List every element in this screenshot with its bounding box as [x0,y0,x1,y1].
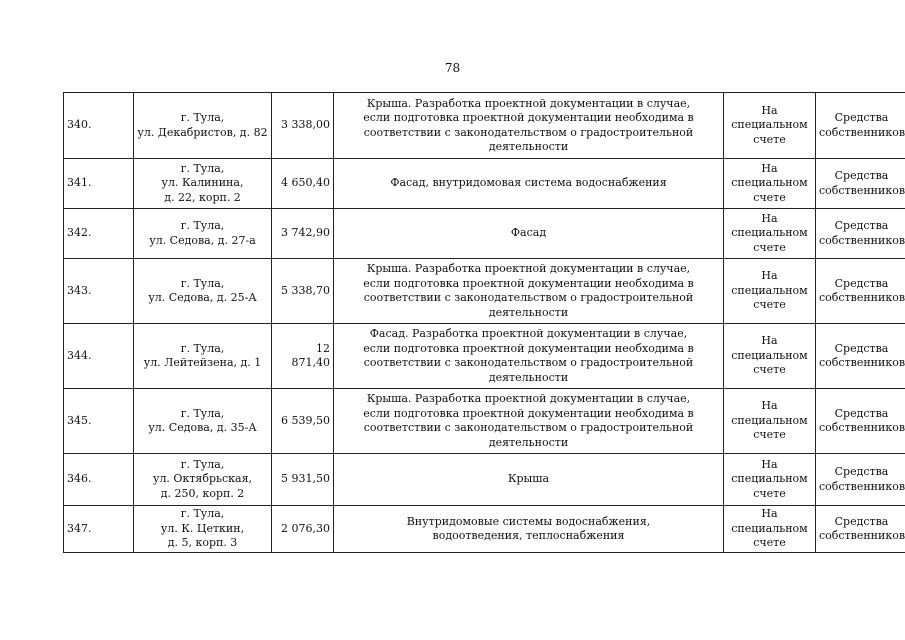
page-number: 78 [444,61,461,75]
row-number-cell: 340. [64,93,134,159]
account-type-cell-line: На [761,334,778,348]
account-type-cell-line: На [761,161,778,175]
address-cell-line: ул. Седова, д. 35-А [148,421,257,434]
table-row [64,454,905,506]
account-type-cell [724,159,816,209]
account-type-cell-line: специальном [731,472,808,486]
work-type-cell-line: водоотведения, теплоснабжения [432,529,625,542]
table-row [64,324,905,389]
account-type-cell-line: На [761,399,778,413]
account-type-cell-line: счете [753,486,786,500]
account-type-cell-line: специальном [731,283,808,297]
work-type-cell-line: соответствии с законодательством о градостроительной [363,291,694,304]
address-cell [134,389,272,454]
address-cell-line: д. 5, корп. 3 [167,536,238,550]
table-row [64,93,905,159]
account-type-cell-line: счете [753,190,786,204]
funding-source-cell [816,389,905,454]
funding-source-cell [816,324,905,389]
address-cell-line: г. Тула, [180,111,225,124]
address-cell-line: г. Тула, [180,161,225,175]
address-cell-line: г. Тула, [180,219,225,232]
account-type-cell [724,93,816,159]
funding-source-cell [816,506,905,553]
address-cell-line: г. Тула, [180,276,225,290]
account-type-cell [724,454,816,506]
funding-source-cell [816,454,905,506]
account-type-cell-line: На [761,103,778,117]
amount-cell: 3 742,90 [272,209,334,259]
address-cell [134,159,272,209]
address-cell [134,209,272,259]
work-type-cell [334,389,724,454]
funding-source-cell [816,259,905,324]
address-cell-line: д. 22, корп. 2 [164,190,241,204]
row-number-cell: 343. [64,259,134,324]
account-type-cell-line: специальном [731,348,808,362]
amount-cell: 6 539,50 [272,389,334,454]
account-type-cell-line: специальном [731,176,808,190]
work-type-cell-line: Фасад, внутридомовая система водоснабжения [390,176,667,190]
address-cell-line: ул. Седова, д. 25-А [148,291,257,304]
row-number-cell: 347. [64,506,134,553]
address-cell-line: ул. Лейтейзена, д. 1 [143,356,262,369]
account-type-cell-line: специальном [731,413,808,427]
account-type-cell-line: На [761,211,778,225]
address-cell-line: г. Тула, [180,406,225,420]
row-number-cell: 344. [64,324,134,389]
account-type-cell [724,209,816,259]
work-type-cell [334,159,724,209]
row-number-cell: 342. [64,209,134,259]
work-type-cell [334,209,724,259]
address-cell [134,506,272,553]
funding-source-cell-line: Средства [834,219,889,232]
work-type-cell [334,324,724,389]
row-number-cell: 345. [64,389,134,454]
work-type-cell-line: Крыша. Разработка проектной документации в случае, [366,262,691,275]
address-cell-line: ул. Калинина, [161,176,244,190]
account-type-cell-line: счете [753,363,786,377]
account-type-cell-line: счете [753,298,786,312]
address-cell-line: ул. Октябрьская, [152,472,253,486]
work-type-cell-line: соответствии с законодательством о градостроительной [363,356,694,369]
row-number-cell: 346. [64,454,134,506]
funding-source-cell-line: Средства [834,406,889,420]
funding-source-cell-line: Средства [834,465,889,478]
address-cell [134,324,272,389]
account-type-cell-line: На [761,457,778,471]
work-type-cell-line: Фасад [510,226,547,240]
funding-source-cell [816,159,905,209]
account-type-cell-line: специальном [731,118,808,132]
row-number-cell: 341. [64,159,134,209]
address-cell-line: г. Тула, [180,507,225,521]
account-type-cell [724,506,816,553]
work-type-cell-line: деятельности [488,305,569,319]
address-cell-line: ул. Седова, д. 27-а [149,233,256,247]
funding-source-cell-line: собственников [819,183,905,197]
funding-source-cell-line: собственников [819,356,905,369]
work-type-cell-line: деятельности [488,370,569,384]
account-type-cell-line: На [761,269,778,283]
work-type-cell [334,454,724,506]
funding-source-cell [816,209,905,259]
work-type-cell-line: деятельности [488,140,569,153]
work-type-cell [334,506,724,553]
account-type-cell-line: счете [753,132,786,146]
funding-source-cell-line: собственников [819,479,905,493]
address-cell-line: ул. К. Цеткин, [160,521,245,535]
account-type-cell-line: счете [753,536,786,550]
account-type-cell-line: На [761,507,778,521]
work-type-cell-line: соответствии с законодательством о градостроительной [363,125,694,139]
work-type-cell [334,93,724,159]
table-row [64,506,905,553]
amount-cell: 12 871,40 [272,324,334,389]
account-type-cell [724,324,816,389]
funding-source-cell-line: Средства [834,514,889,528]
table-row [64,159,905,209]
account-type-cell-line: счете [753,428,786,442]
funding-source-cell-line: Средства [834,169,889,182]
amount-cell: 3 338,00 [272,93,334,159]
funding-source-cell-line: собственников [819,529,905,542]
funding-source-cell-line: собственников [819,233,905,247]
funding-source-cell-line: собственников [819,125,905,139]
account-type-cell-line: счете [753,240,786,254]
account-type-cell [724,389,816,454]
account-type-cell-line: специальном [731,226,808,240]
work-type-cell-line: если подготовка проектной документации необходима в [363,111,694,124]
account-type-cell-line: специальном [731,521,808,535]
work-type-cell-line: если подготовка проектной документации необходима в [363,276,694,290]
table-row [64,389,905,454]
funding-source-cell-line: собственников [819,421,905,434]
capital-repair-table [63,92,905,553]
address-cell-line: ул. Декабристов, д. 82 [137,125,268,139]
funding-source-cell [816,93,905,159]
table-row [64,209,905,259]
funding-source-cell-line: Средства [834,341,889,355]
amount-cell: 2 076,30 [272,506,334,553]
address-cell [134,93,272,159]
work-type-cell-line: Внутридомовые системы водоснабжения, [406,514,651,528]
address-cell-line: д. 250, корп. 2 [160,486,245,500]
work-type-cell-line: Крыша. Разработка проектной документации в случае, [366,392,691,405]
amount-cell: 4 650,40 [272,159,334,209]
address-cell [134,454,272,506]
work-type-cell-line: Крыша. Разработка проектной документации в случае, [366,96,691,110]
work-type-cell-line: Крыша [507,472,550,486]
work-type-cell-line: если подготовка проектной документации необходима в [363,341,694,355]
address-cell-line: г. Тула, [180,457,225,471]
amount-cell: 5 338,70 [272,259,334,324]
table-row [64,259,905,324]
work-type-cell-line: деятельности [488,435,569,449]
funding-source-cell-line: Средства [834,111,889,124]
account-type-cell [724,259,816,324]
work-type-cell-line: Фасад. Разработка проектной документации в случае, [369,327,688,340]
address-cell [134,259,272,324]
amount-cell: 5 931,50 [272,454,334,506]
funding-source-cell-line: Средства [834,276,889,290]
work-type-cell-line: если подготовка проектной документации необходима в [363,406,694,420]
address-cell-line: г. Тула, [180,341,225,355]
funding-source-cell-line: собственников [819,291,905,304]
work-type-cell [334,259,724,324]
work-type-cell-line: соответствии с законодательством о градостроительной [363,421,694,434]
